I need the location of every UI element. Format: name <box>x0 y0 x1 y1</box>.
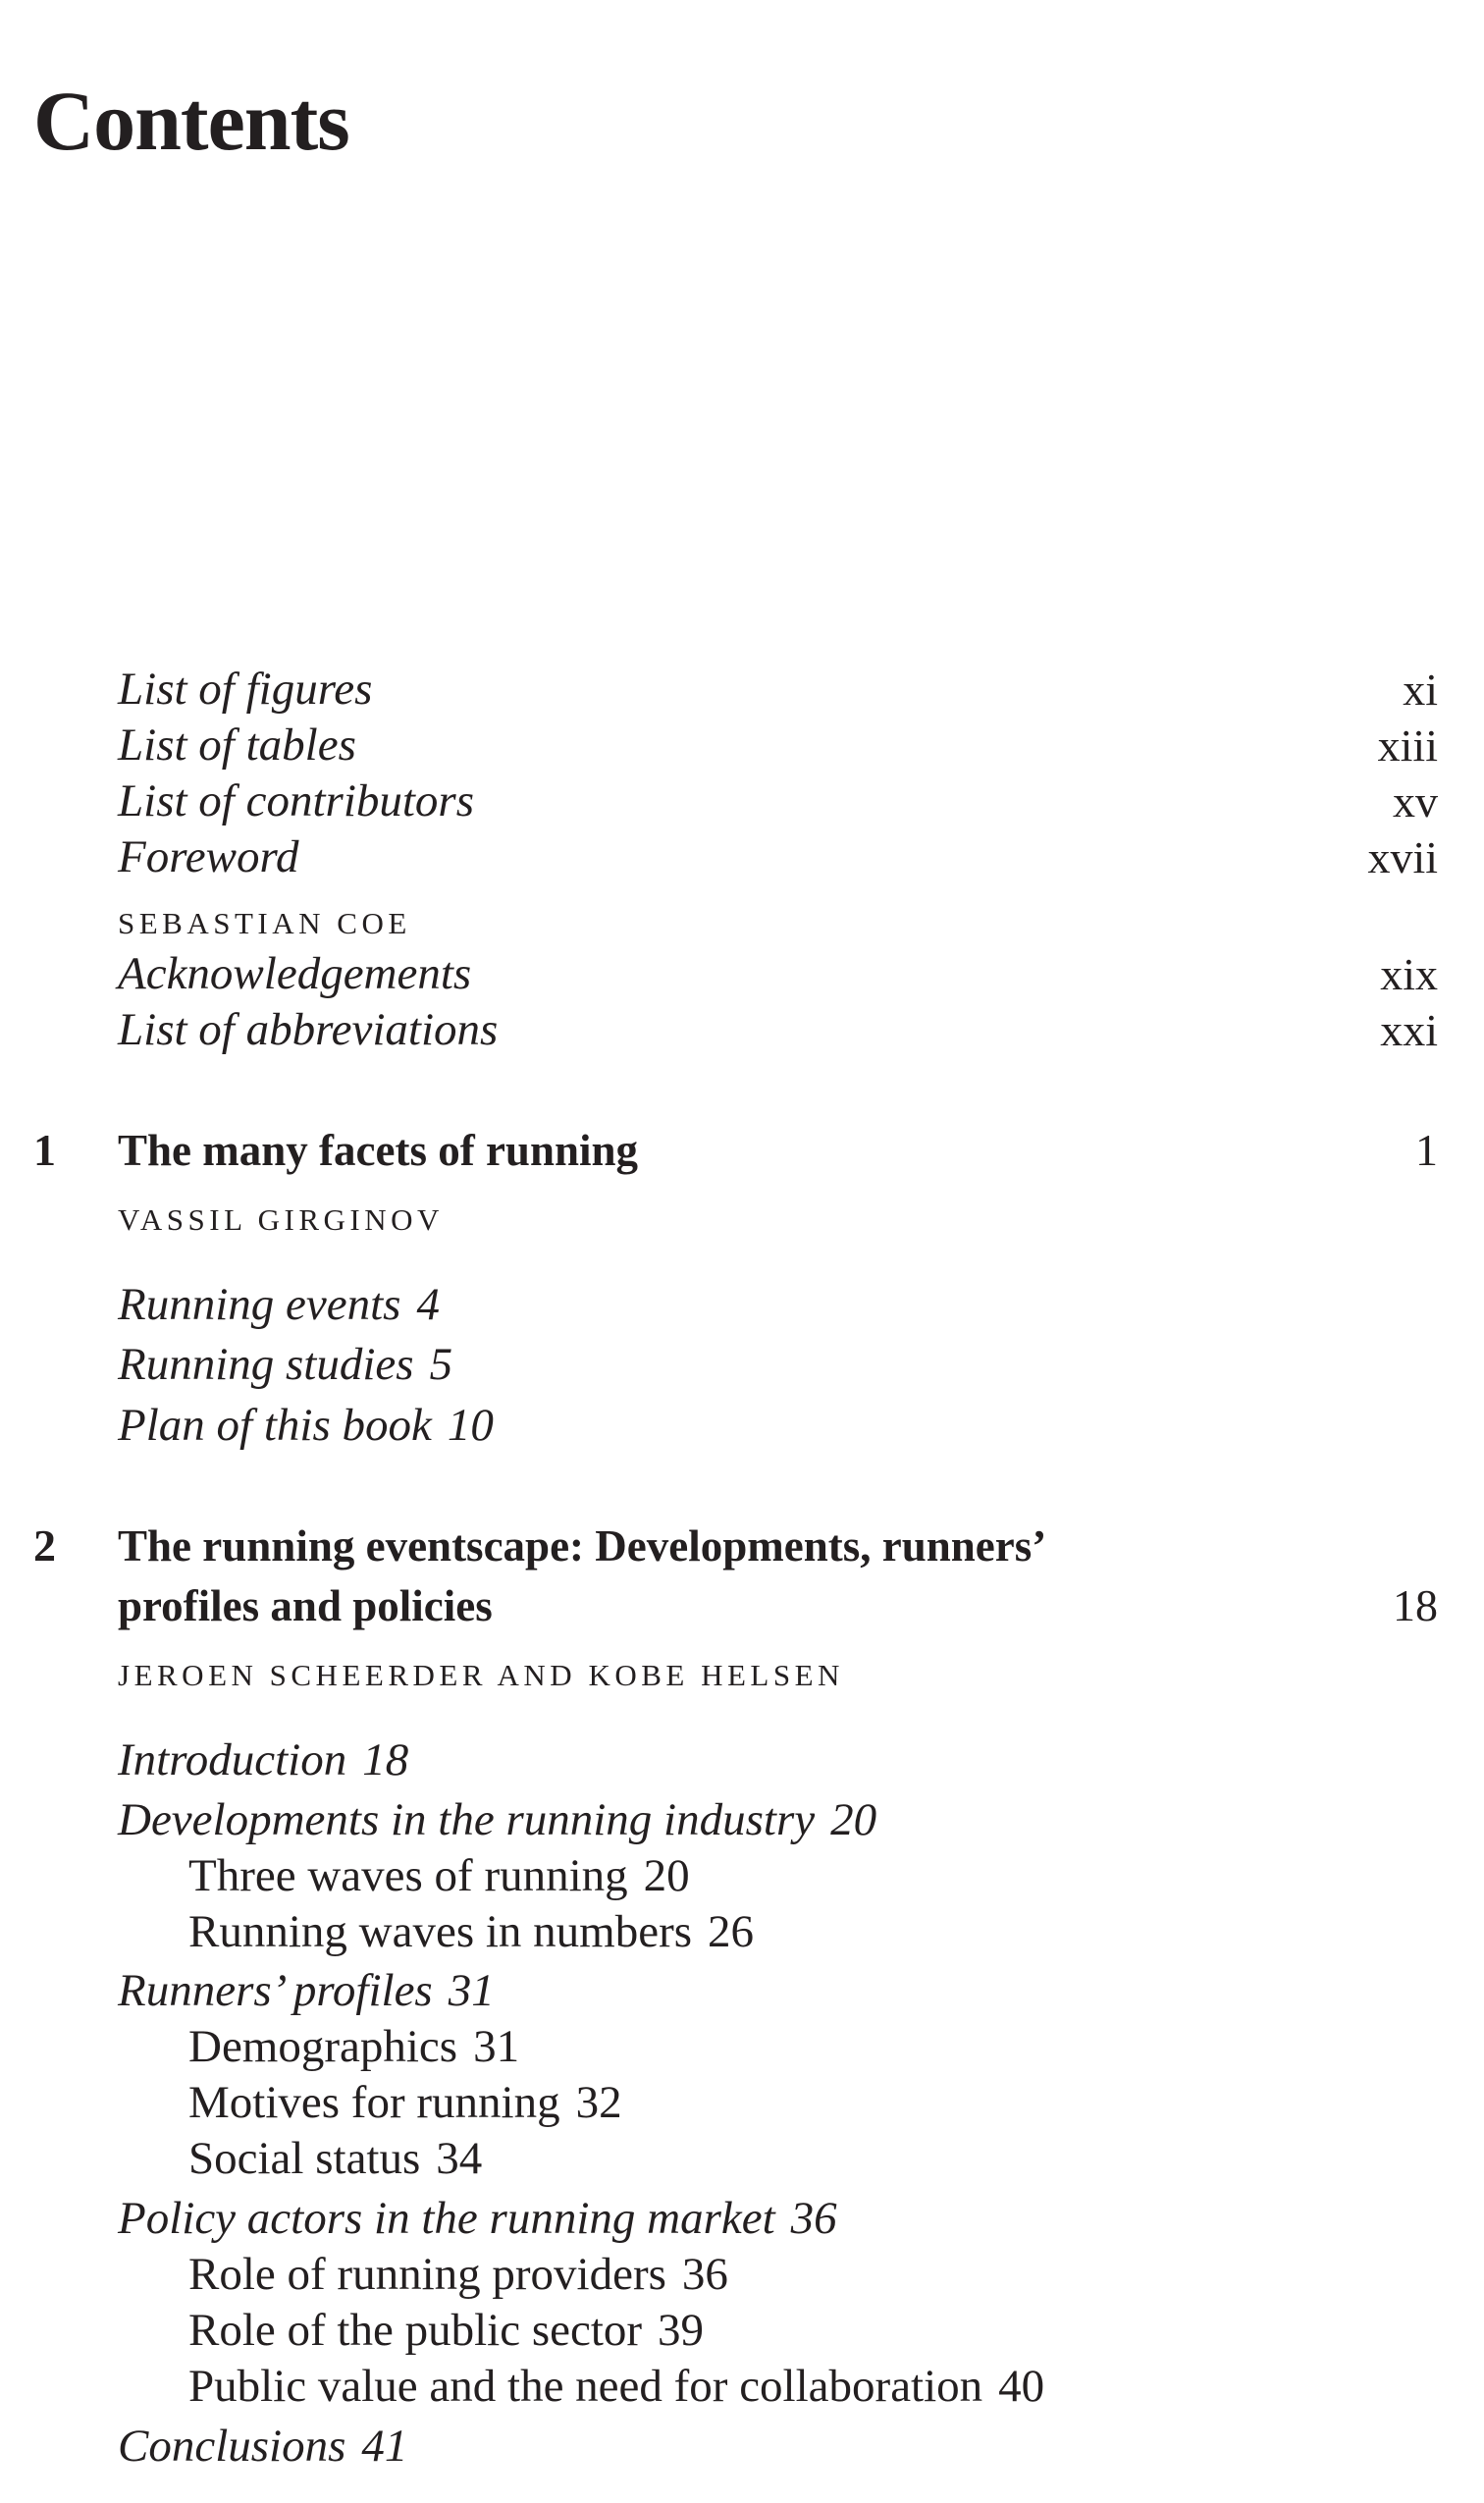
chapter-page: 18 <box>1393 1580 1438 1630</box>
subsection-title[interactable]: Running waves in numbers 26 <box>188 1906 755 1957</box>
subsection-entry[interactable] <box>0 2023 1484 2078</box>
section-page: 5 <box>429 1339 453 1390</box>
section-title[interactable]: Running events 4 <box>118 1279 440 1330</box>
section-page: 36 <box>790 2193 837 2244</box>
chapter-author: VASSIL GIRGINOV <box>118 1202 444 1237</box>
subsection-page: 40 <box>998 2361 1045 2412</box>
section-title[interactable]: Conclusions 41 <box>118 2421 408 2472</box>
subsection-page: 31 <box>473 2021 520 2072</box>
toc-author: SEBASTIAN COE <box>118 906 411 940</box>
toc-entry-page: xi <box>1403 665 1438 715</box>
subsection-page: 36 <box>681 2249 728 2300</box>
subsection-entry[interactable] <box>0 2307 1484 2362</box>
chapter-author-row <box>0 1647 1484 1702</box>
subsection-page: 32 <box>575 2077 622 2128</box>
toc-entry-title[interactable]: List of contributors <box>118 775 475 826</box>
subsection-title[interactable]: Demographics 31 <box>188 2021 520 2072</box>
toc-entry-page: xiii <box>1377 720 1438 771</box>
toc-entry-title[interactable]: List of tables <box>118 719 356 771</box>
toc-entry[interactable] <box>0 666 1484 720</box>
subsection-page: 20 <box>643 1850 690 1901</box>
chapter-title[interactable]: The many facets of running <box>118 1126 639 1175</box>
subsection-title[interactable]: Role of the public sector 39 <box>188 2305 705 2356</box>
subsection-entry[interactable] <box>0 2363 1484 2418</box>
toc-entry[interactable] <box>0 950 1484 1005</box>
toc-entry-title[interactable]: List of abbreviations <box>118 1004 499 1055</box>
chapter-entry[interactable] <box>0 1126 1484 1181</box>
subsection-page: 26 <box>708 1906 755 1957</box>
section-entry[interactable] <box>0 1402 1484 1457</box>
subsection-title[interactable]: Public value and the need for collaboration 40 <box>188 2361 1045 2412</box>
toc-entry-page: xvii <box>1367 832 1438 882</box>
toc-entry-title[interactable]: List of figures <box>118 664 373 715</box>
section-entry[interactable] <box>0 2195 1484 2250</box>
chapter-title[interactable]: The running eventscape: Developments, runners’ <box>118 1521 1047 1571</box>
chapter-page: 1 <box>1415 1125 1438 1175</box>
toc-entry-page: xv <box>1393 776 1438 826</box>
subsection-page: 39 <box>658 2305 705 2356</box>
subsection-entry[interactable] <box>0 2251 1484 2306</box>
subsection-title[interactable]: Social status 34 <box>188 2133 483 2184</box>
section-page: 10 <box>447 1400 494 1451</box>
chapter-entry-continued[interactable] <box>0 1581 1484 1636</box>
section-title[interactable]: Runners’ profiles 31 <box>118 1965 495 2016</box>
subsection-title[interactable]: Three waves of running 20 <box>188 1850 690 1901</box>
chapter-author: JEROEN SCHEERDER AND KOBE HELSEN <box>118 1658 844 1692</box>
chapter-title-continued[interactable]: profiles and policies <box>118 1581 493 1630</box>
chapter-author-row <box>0 1192 1484 1247</box>
section-entry[interactable] <box>0 2423 1484 2477</box>
toc-author-row <box>0 895 1484 950</box>
toc-entry-title[interactable]: Foreword <box>118 831 299 882</box>
toc-entry[interactable] <box>0 1006 1484 1061</box>
subsection-entry[interactable] <box>0 2135 1484 2190</box>
section-entry[interactable] <box>0 1796 1484 1851</box>
toc-entry-page: xxi <box>1380 1005 1438 1055</box>
section-page: 31 <box>448 1965 495 2016</box>
section-entry[interactable] <box>0 1341 1484 1396</box>
subsection-entry[interactable] <box>0 2079 1484 2134</box>
section-title[interactable]: Running studies 5 <box>118 1339 453 1390</box>
section-page: 4 <box>416 1279 440 1330</box>
subsection-title[interactable]: Motives for running 32 <box>188 2077 622 2128</box>
section-title[interactable]: Policy actors in the running market 36 <box>118 2193 837 2244</box>
section-title[interactable]: Introduction 18 <box>118 1734 409 1785</box>
subsection-title[interactable]: Role of running providers 36 <box>188 2249 728 2300</box>
section-title[interactable]: Developments in the running industry 20 <box>118 1794 877 1845</box>
section-entry[interactable] <box>0 1281 1484 1336</box>
section-page: 41 <box>361 2421 408 2472</box>
chapter-number: 2 <box>33 1520 56 1571</box>
section-page: 18 <box>362 1734 409 1785</box>
toc-entry[interactable] <box>0 777 1484 832</box>
subsection-entry[interactable] <box>0 1908 1484 1963</box>
toc-entry-page: xix <box>1380 949 1438 999</box>
subsection-page: 34 <box>436 2133 483 2184</box>
chapter-entry[interactable] <box>0 1521 1484 1576</box>
toc-entry-title[interactable]: Acknowledgements <box>118 948 472 999</box>
page-title: Contents <box>33 73 349 168</box>
section-title[interactable]: Plan of this book 10 <box>118 1400 494 1451</box>
subsection-entry[interactable] <box>0 1852 1484 1907</box>
toc-entry[interactable] <box>0 833 1484 888</box>
section-entry[interactable] <box>0 1967 1484 2022</box>
section-page: 20 <box>830 1794 877 1845</box>
section-entry[interactable] <box>0 1736 1484 1791</box>
toc-entry[interactable] <box>0 721 1484 776</box>
chapter-number: 1 <box>33 1125 56 1175</box>
